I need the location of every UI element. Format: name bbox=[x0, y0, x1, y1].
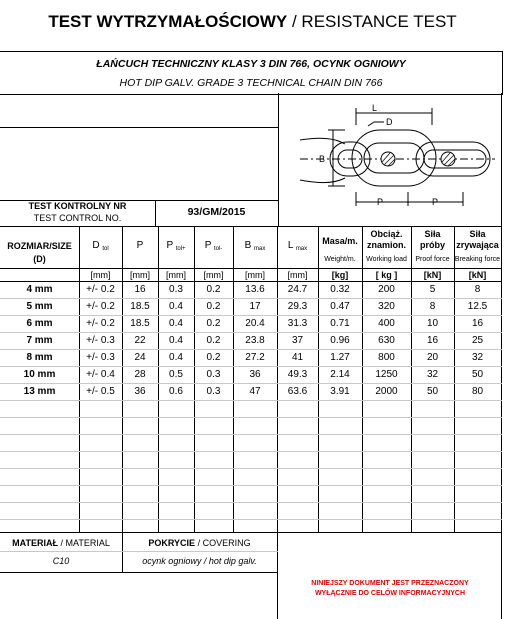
header-p2-idx: tol+ bbox=[175, 246, 186, 252]
cell-proof-force: 32 bbox=[426, 369, 439, 380]
cell-l-max: 49.3 bbox=[287, 369, 308, 380]
cell-p: 24 bbox=[134, 352, 146, 363]
row-line bbox=[0, 519, 502, 520]
title-rest: / RESISTANCE TEST bbox=[291, 12, 457, 31]
table-top bbox=[0, 226, 502, 227]
subtitle-pl: ŁAŃCUCH TECHNICZNY KLASY 3 DIN 766, OCYNK OGNIOWY bbox=[96, 58, 406, 70]
header-proof-pl: Siła próby bbox=[419, 229, 445, 250]
cell-d-tol: +/- 0.2 bbox=[86, 318, 115, 329]
cell-breaking-force: 25 bbox=[471, 335, 484, 346]
disclaimer bbox=[290, 579, 490, 599]
cell-d-tol: +/- 0.3 bbox=[86, 335, 115, 346]
row-line bbox=[0, 349, 502, 350]
cell-d-tol: +/- 0.3 bbox=[86, 352, 115, 363]
header-d-tol bbox=[79, 240, 122, 252]
header-load-en: Working load bbox=[366, 256, 407, 263]
dim-label-p2: P bbox=[432, 197, 439, 207]
cell-p-tol-minus: 0.2 bbox=[206, 284, 221, 295]
cell-breaking-force: 50 bbox=[471, 369, 484, 380]
cell-b-max: 23.8 bbox=[245, 335, 265, 346]
dim-label-d: D bbox=[386, 117, 393, 127]
header-d-idx: tol bbox=[102, 246, 109, 252]
bottom-divider bbox=[0, 572, 278, 573]
unit-p-tol-plus: [mm] bbox=[166, 270, 186, 280]
covering-label-pl: POKRYCIE bbox=[148, 538, 196, 548]
cell-working-load: 200 bbox=[378, 284, 395, 295]
cell-p-tol-plus: 0.4 bbox=[169, 335, 183, 346]
cell-working-load: 1250 bbox=[375, 369, 398, 380]
cell-p-tol-plus: 0.4 bbox=[169, 301, 183, 312]
cell-breaking-force: 12.5 bbox=[467, 301, 488, 312]
unit-mass: [kg] bbox=[331, 270, 349, 280]
cell-working-load: 320 bbox=[378, 301, 395, 312]
dim-label-l: L bbox=[372, 103, 378, 113]
title-bold: TEST WYTRZYMAŁOŚCIOWY bbox=[48, 12, 288, 31]
cell-mass: 1.27 bbox=[330, 352, 350, 363]
cell-d-tol: +/- 0.4 bbox=[86, 369, 115, 380]
cell-p: 18.5 bbox=[130, 301, 150, 312]
cell-proof-force: 16 bbox=[426, 335, 439, 346]
covering-value: ocynk ogniowy / hot dip galv. bbox=[142, 556, 257, 566]
header-p-tol-minus bbox=[194, 240, 233, 252]
test-control-label-pl: TEST KONTROLNY NR bbox=[28, 201, 127, 211]
cell-working-load: 800 bbox=[378, 352, 395, 363]
cell-size: 7 mm bbox=[26, 335, 53, 346]
header-load-pl: Obciąż. znamion. bbox=[366, 229, 406, 250]
unit-l: [mm] bbox=[287, 270, 308, 280]
row-line bbox=[0, 485, 502, 486]
unit-proof: [kN] bbox=[423, 270, 442, 280]
cell-size: 5 mm bbox=[26, 301, 53, 312]
upper-divider bbox=[0, 127, 278, 128]
header-b: B bbox=[244, 240, 252, 251]
cell-b-max: 47 bbox=[249, 386, 261, 397]
row-line bbox=[0, 400, 502, 401]
cell-breaking-force: 16 bbox=[471, 318, 484, 329]
header-divider bbox=[0, 268, 502, 269]
bottom-light-line bbox=[0, 551, 278, 552]
table-bottom bbox=[0, 532, 502, 533]
covering-divider bbox=[277, 532, 278, 619]
cell-breaking-force: 32 bbox=[471, 352, 484, 363]
cell-proof-force: 20 bbox=[426, 352, 439, 363]
cell-p-tol-minus: 0.3 bbox=[206, 386, 221, 397]
cell-p: 28 bbox=[134, 369, 146, 380]
cell-size: 4 mm bbox=[26, 284, 53, 295]
cell-mass: 0.71 bbox=[330, 318, 350, 329]
header-size: ROZMIAR/SIZE bbox=[7, 241, 72, 251]
material-label-pl: MATERIAŁ bbox=[12, 538, 58, 548]
header-d: D bbox=[92, 240, 100, 251]
row-line bbox=[0, 468, 502, 469]
cell-mass: 0.32 bbox=[330, 284, 350, 295]
cell-l-max: 37 bbox=[291, 335, 304, 346]
header-size-sub: (D) bbox=[33, 254, 46, 264]
cell-breaking-force: 8 bbox=[474, 284, 481, 295]
cell-p: 22 bbox=[134, 335, 146, 346]
cell-proof-force: 5 bbox=[429, 284, 436, 295]
header-b-idx: max bbox=[254, 246, 266, 252]
covering-label-en: / COVERING bbox=[197, 538, 251, 548]
units-divider bbox=[0, 281, 502, 282]
row-line bbox=[0, 315, 502, 316]
cell-proof-force: 8 bbox=[429, 301, 436, 312]
cell-p: 36 bbox=[134, 386, 146, 397]
cell-size: 10 mm bbox=[23, 369, 56, 380]
cell-p-tol-plus: 0.6 bbox=[169, 386, 183, 397]
row-line bbox=[0, 383, 502, 384]
cell-b-max: 17 bbox=[249, 301, 261, 312]
header-l-max bbox=[277, 240, 318, 252]
cell-mass: 0.47 bbox=[330, 301, 350, 312]
cell-d-tol: +/- 0.2 bbox=[86, 301, 115, 312]
unit-break: [kN] bbox=[468, 270, 487, 280]
cell-working-load: 400 bbox=[378, 318, 395, 329]
cell-working-load: 630 bbox=[378, 335, 395, 346]
header-break-pl: Siła zrywająca bbox=[456, 229, 499, 250]
header-p-tol-plus bbox=[158, 240, 194, 252]
header-b-max bbox=[233, 240, 277, 252]
cell-p-tol-minus: 0.2 bbox=[206, 335, 221, 346]
disclaimer-line1: NINIEJSZY DOKUMENT JEST PRZEZNACZONY bbox=[311, 580, 469, 587]
cell-p-tol-plus: 0.3 bbox=[169, 284, 183, 295]
cell-d-tol: +/- 0.5 bbox=[86, 386, 115, 397]
dim-label-b: B bbox=[319, 154, 326, 164]
cell-l-max: 63.6 bbox=[287, 386, 308, 397]
cell-p-tol-minus: 0.2 bbox=[206, 301, 221, 312]
cell-mass: 3.91 bbox=[330, 386, 350, 397]
row-line bbox=[0, 451, 502, 452]
header-mass-en: Weight/m. bbox=[324, 256, 356, 263]
header-proof-en: Proof force bbox=[415, 256, 450, 263]
cell-b-max: 20.4 bbox=[245, 318, 265, 329]
header-mass: Masa/m. bbox=[322, 236, 358, 246]
header-p3: P bbox=[204, 240, 212, 251]
cell-b-max: 13.6 bbox=[245, 284, 265, 295]
header-l: L bbox=[287, 240, 294, 251]
table-right-border bbox=[501, 226, 502, 619]
header-p2: P bbox=[166, 240, 173, 251]
unit-b: [mm] bbox=[245, 270, 265, 280]
cell-l-max: 31.3 bbox=[287, 318, 308, 329]
header-l-idx: max bbox=[295, 246, 308, 252]
dim-label-p1: P bbox=[377, 197, 384, 207]
unit-p-tol-minus: [mm] bbox=[203, 270, 224, 280]
cell-mass: 0.96 bbox=[330, 335, 350, 346]
cell-b-max: 36 bbox=[249, 369, 261, 380]
cell-p-tol-plus: 0.5 bbox=[169, 369, 183, 380]
cell-p-tol-minus: 0.2 bbox=[206, 352, 221, 363]
cell-size: 6 mm bbox=[26, 318, 53, 329]
chain-diagram bbox=[300, 100, 500, 215]
cell-mass: 2.14 bbox=[330, 369, 350, 380]
covering-label bbox=[122, 538, 277, 548]
test-control-label-en: TEST CONTROL NO. bbox=[33, 213, 122, 223]
cell-size: 13 mm bbox=[23, 386, 56, 397]
diagram-right-border bbox=[501, 93, 502, 226]
cell-p: 18.5 bbox=[130, 318, 150, 329]
test-control-number: 93/GM/2015 bbox=[187, 206, 246, 218]
header-p: P bbox=[136, 240, 144, 251]
row-line bbox=[0, 332, 502, 333]
cell-proof-force: 10 bbox=[426, 318, 439, 329]
cell-p-tol-minus: 0.2 bbox=[206, 318, 221, 329]
cell-b-max: 27.2 bbox=[245, 352, 265, 363]
subtitle-en: HOT DIP GALV. GRADE 3 TECHNICAL CHAIN DIN 766 bbox=[119, 77, 383, 89]
cell-proof-force: 50 bbox=[426, 386, 439, 397]
cell-p-tol-plus: 0.4 bbox=[169, 318, 183, 329]
row-line bbox=[0, 417, 502, 418]
cell-p-tol-minus: 0.3 bbox=[206, 369, 221, 380]
cell-l-max: 24.7 bbox=[287, 284, 308, 295]
unit-p: [mm] bbox=[130, 270, 150, 280]
cell-d-tol: +/- 0.2 bbox=[86, 284, 115, 295]
cell-p: 16 bbox=[134, 284, 146, 295]
cell-working-load: 2000 bbox=[375, 386, 398, 397]
disclaimer-line2: WYŁĄCZNIE DO CELÓW INFORMACYJNYCH bbox=[314, 590, 466, 597]
diagram-left-border bbox=[278, 93, 279, 226]
material-label bbox=[0, 538, 122, 548]
cell-p-tol-plus: 0.4 bbox=[169, 352, 183, 363]
row-line bbox=[0, 502, 502, 503]
cell-size: 8 mm bbox=[26, 352, 53, 363]
header-break-en: Breaking force bbox=[454, 256, 501, 263]
document-title bbox=[0, 12, 505, 32]
material-value: C10 bbox=[52, 556, 70, 566]
unit-load: [ kg ] bbox=[375, 270, 398, 280]
cell-l-max: 29.3 bbox=[287, 301, 308, 312]
header-p3-idx: tol- bbox=[213, 246, 223, 252]
material-label-en: / MATERIAL bbox=[60, 538, 110, 548]
cell-breaking-force: 80 bbox=[471, 386, 484, 397]
row-line bbox=[0, 298, 502, 299]
unit-d: [mm] bbox=[90, 270, 111, 280]
cell-l-max: 41 bbox=[291, 352, 304, 363]
row-line bbox=[0, 434, 502, 435]
row-line bbox=[0, 366, 502, 367]
